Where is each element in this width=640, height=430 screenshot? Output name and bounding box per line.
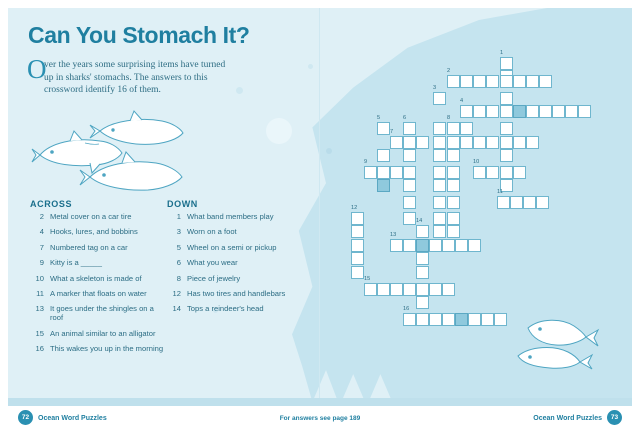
grid-cell[interactable] [442,239,455,252]
clue-text: It goes under the shingles on a roof [50,304,154,323]
grid-cell[interactable] [403,283,416,296]
grid-cell[interactable] [539,75,552,88]
grid-cell[interactable] [403,212,416,225]
clue-number: 1 [176,212,181,221]
grid-cell[interactable] [447,179,460,192]
grid-cell[interactable] [433,212,446,225]
grid-cell[interactable] [500,149,513,162]
grid-cell[interactable] [536,196,549,209]
right-footer-label: Ocean Word Puzzles [533,415,602,422]
grid-cell[interactable] [460,75,473,88]
clue-item [167,258,302,267]
grid-cell[interactable] [433,136,446,149]
grid-cell[interactable] [433,149,446,162]
clue-text: Has two tires and handlebars [187,288,286,298]
grid-cell[interactable] [473,105,486,118]
grid-cell[interactable] [403,136,416,149]
grid-cell[interactable] [351,266,364,279]
grid-cell[interactable] [416,136,429,149]
grid-cell[interactable] [500,92,513,105]
grid-cell[interactable] [364,283,377,296]
clue-item [167,212,302,221]
grid-number: 8 [447,115,451,121]
grid-cell[interactable] [494,313,507,326]
grid-cell[interactable] [442,313,455,326]
grid-cell[interactable] [473,166,486,179]
grid-number: 10 [473,159,480,165]
grid-number: 4 [460,98,464,104]
grid-cell[interactable] [429,239,442,252]
grid-cell[interactable] [500,75,513,88]
page-spine [319,8,320,406]
clue-number: 16 [35,344,44,354]
clue-item [30,212,165,221]
bubble-icon [236,87,243,94]
grid-number: 1 [500,50,504,56]
bottom-strip [8,398,632,406]
grid-cell[interactable] [486,136,499,149]
grid-cell-shaded[interactable] [377,179,390,192]
across-clue-list [30,212,165,360]
grid-cell[interactable] [460,122,473,135]
clue-item [30,258,165,267]
across-heading: ACROSS [30,199,73,209]
clue-text: This wakes you up in the morning [50,344,164,354]
intro-dropcap: O [27,54,47,84]
grid-cell[interactable] [447,122,460,135]
clue-item [167,227,302,236]
grid-number: 15 [364,276,371,282]
clue-number: 8 [176,273,181,283]
grid-number: 13 [390,232,397,238]
grid-number: 2 [447,68,451,74]
grid-cell[interactable] [433,179,446,192]
grid-cell[interactable] [513,136,526,149]
grid-cell[interactable] [416,313,429,326]
clue-number: 4 [39,227,44,237]
grid-number: 7 [390,129,394,135]
bubble-icon [308,64,313,69]
grid-cell[interactable] [486,166,499,179]
clue-number: 5 [176,242,181,252]
grid-cell[interactable] [377,283,390,296]
clue-text: Kitty is a _____ [50,258,102,268]
clue-number: 7 [39,242,44,252]
grid-cell[interactable] [460,105,473,118]
grid-cell-shaded[interactable] [513,105,526,118]
grid-cell[interactable] [468,239,481,252]
clue-text: Wheel on a semi or pickup [187,242,277,252]
clue-item [30,344,165,353]
grid-cell[interactable] [447,212,460,225]
grid-number: 14 [416,218,423,224]
left-page-number: 72 [18,410,33,425]
grid-cell[interactable] [403,149,416,162]
clue-item [30,243,165,252]
grid-number: 16 [403,306,410,312]
grid-cell[interactable] [416,266,429,279]
grid-cell[interactable] [497,196,510,209]
grid-number: 9 [364,159,368,165]
grid-cell[interactable] [447,166,460,179]
grid-cell[interactable] [433,122,446,135]
grid-cell[interactable] [377,166,390,179]
clue-text: Piece of jewelry [187,273,241,283]
grid-cell[interactable] [416,225,429,238]
bubble-icon [266,118,292,144]
grid-cell[interactable] [377,122,390,135]
grid-cell[interactable] [500,136,513,149]
grid-number: 11 [497,189,503,195]
clue-text: A marker that floats on water [50,288,147,298]
grid-cell[interactable] [473,136,486,149]
grid-cell[interactable] [416,296,429,309]
clue-item [167,243,302,252]
grid-cell-shaded[interactable] [416,239,429,252]
clue-item [30,304,165,322]
grid-cell[interactable] [351,212,364,225]
grid-cell[interactable] [351,239,364,252]
grid-cell[interactable] [416,252,429,265]
clue-text: What band members play [187,212,274,221]
grid-cell[interactable] [526,136,539,149]
right-page-number: 73 [607,410,622,425]
clue-text: Hooks, lures, and bobbins [50,227,138,237]
clue-item [30,274,165,283]
grid-cell[interactable] [500,105,513,118]
clue-text: Metal cover on a car tire [50,212,132,221]
grid-cell[interactable] [455,239,468,252]
grid-cell[interactable] [364,166,377,179]
clue-number: 3 [176,227,181,237]
clue-text: What you wear [187,258,238,268]
grid-cell[interactable] [403,166,416,179]
grid-cell[interactable] [468,313,481,326]
grid-cell[interactable] [552,105,565,118]
clue-number: 10 [35,273,44,283]
grid-cell[interactable] [403,239,416,252]
grid-number: 6 [403,115,407,121]
clue-number: 15 [35,328,44,338]
grid-cell[interactable] [429,283,442,296]
clue-number: 9 [39,258,44,268]
grid-cell[interactable] [403,196,416,209]
grid-cell[interactable] [510,196,523,209]
left-footer-label: Ocean Word Puzzles [38,415,107,422]
grid-cell[interactable] [429,313,442,326]
clue-number: 13 [35,304,44,314]
fish-illustration [510,310,600,375]
clue-item [30,329,165,338]
grid-cell[interactable] [351,252,364,265]
clue-item [30,227,165,236]
clue-text: Numbered tag on a car [50,242,128,252]
clue-item [30,289,165,298]
clue-number: 2 [39,212,44,221]
grid-cell[interactable] [433,166,446,179]
clue-number: 11 [36,288,44,298]
grid-cell[interactable] [447,75,460,88]
grid-cell[interactable] [526,105,539,118]
grid-cell[interactable] [447,196,460,209]
grid-cell[interactable] [500,57,513,70]
grid-number: 3 [433,85,437,91]
grid-number: 5 [377,115,381,121]
clue-text: An animal similar to an alligator [50,328,156,338]
clue-number: 6 [176,258,181,268]
grid-cell[interactable] [433,92,446,105]
grid-cell[interactable] [351,225,364,238]
grid-cell[interactable] [447,149,460,162]
clue-text: What a skeleton is made of [50,273,142,283]
clue-item [167,289,302,298]
grid-cell[interactable] [486,105,499,118]
sharks-illustration [30,105,190,195]
down-clue-list [167,212,302,320]
grid-cell[interactable] [539,105,552,118]
grid-cell[interactable] [433,196,446,209]
grid-cell[interactable] [377,149,390,162]
grid-cell[interactable] [403,122,416,135]
grid-cell[interactable] [433,225,446,238]
grid-cell[interactable] [523,196,536,209]
grid-cell[interactable] [500,166,513,179]
grid-cell[interactable] [390,239,403,252]
grid-cell[interactable] [565,105,578,118]
grid-cell[interactable] [473,75,486,88]
grid-number: 12 [351,205,358,211]
grid-cell[interactable] [486,75,499,88]
grid-cell-shaded[interactable] [455,313,468,326]
grid-cell[interactable] [390,136,403,149]
grid-cell[interactable] [513,166,526,179]
grid-cell[interactable] [578,105,591,118]
down-heading: DOWN [167,199,198,209]
grid-cell[interactable] [416,283,429,296]
page-footer [0,406,640,430]
grid-cell[interactable] [447,225,460,238]
bubble-icon [326,148,332,154]
grid-cell[interactable] [390,166,403,179]
clue-number: 12 [172,288,181,298]
grid-cell[interactable] [447,136,460,149]
grid-cell[interactable] [390,283,403,296]
answers-note: For answers see page 189 [279,415,361,422]
grid-cell[interactable] [500,122,513,135]
clue-item [167,274,302,283]
clue-item [167,304,302,313]
grid-cell[interactable] [403,179,416,192]
grid-cell[interactable] [460,136,473,149]
intro-paragraph: ver the years some surprising items have turned up in sharks' stomachs. The answers to this crossword identify 16 of them. [44,60,226,95]
clue-number: 14 [172,304,181,314]
page-title: Can You Stomach It? [28,22,250,48]
grid-cell[interactable] [442,283,455,296]
grid-cell[interactable] [513,75,526,88]
grid-cell[interactable] [481,313,494,326]
clue-text: Worn on a foot [187,227,237,237]
grid-cell[interactable] [403,313,416,326]
clue-text: Tops a reindeer's head [187,304,264,314]
grid-cell[interactable] [526,75,539,88]
